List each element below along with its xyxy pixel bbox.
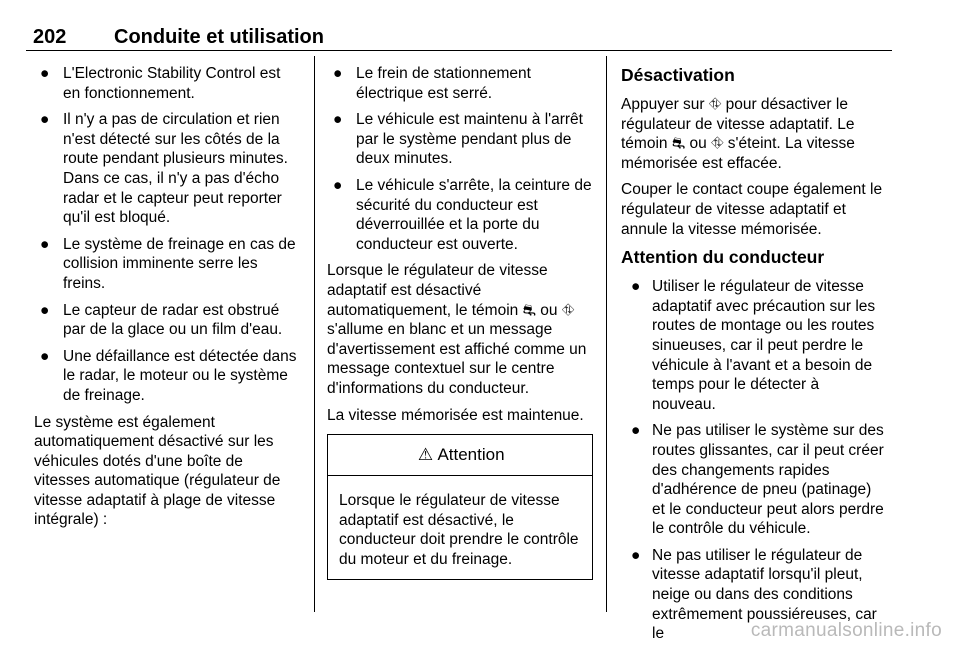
page-title: Conduite et utilisation	[114, 26, 324, 48]
paragraph: Couper le contact coupe également le régulateur de vitesse adaptatif et annule la vitesse mémorisée.	[621, 181, 883, 238]
list-item: ● Le véhicule est maintenu à l'arrêt par le système pendant plus de deux minutes.	[333, 111, 583, 168]
paragraph: Appuyer sur ⛗ pour désactiver le régulateur de vitesse adaptatif. Le témoin ⛐ ou ⛗ s'éteint. La vitesse mémorisée est effacée.	[621, 96, 855, 172]
column-divider-1	[314, 56, 315, 612]
list-item: ● Le frein de stationnement électrique est serré.	[333, 65, 531, 102]
bullet-list-1	[34, 64, 302, 406]
paragraph: Lorsque le régulateur de vitesse adaptatif est désactivé automatiquement, le témoin ⛐ ou ⛗ s'allume en blanc et un message d'avertissement est affiché comme un message contextuel sur le centre d'informations du conducteur.	[327, 262, 587, 397]
warning-header	[328, 435, 592, 476]
header-rule	[26, 50, 892, 51]
adaptive-cruise-icon: ⛗	[708, 96, 722, 113]
warning-title: Attention	[437, 445, 505, 465]
warning-text: Lorsque le régulateur de vitesse adaptatif est désactivé, le conducteur doit prendre le contrôle du moteur et du freinage.	[339, 492, 579, 568]
column-1	[34, 64, 302, 537]
list-item: ● Le capteur de radar est obstrué par de la glace ou un film d'eau.	[40, 301, 283, 339]
section-heading: Attention du conducteur	[621, 247, 825, 268]
bullet-icon: ●	[631, 422, 641, 440]
column-2	[327, 64, 593, 580]
column-3	[621, 64, 887, 651]
paragraph: Le système est également automatiquement désactivé sur les véhicules dotés d'une boîte de vitesses automatique (régulateur de vitesse adaptatif à plage de vitesse intégrale) :	[34, 413, 281, 529]
page-header	[26, 20, 892, 52]
cruise-control-icon: ⛐	[671, 135, 686, 153]
warning-box	[327, 434, 593, 580]
list-item: ● Utiliser le régulateur de vitesse adaptatif avec précaution sur les routes de montage ou les routes sinueuses, car il peut perdre le véhicule à l'avant et a besoin de temps pour le détecter à nouveau.	[631, 278, 876, 413]
bullet-icon: ●	[333, 111, 343, 129]
bullet-icon: ●	[40, 235, 50, 253]
bullet-icon: ●	[631, 278, 641, 296]
page-number: 202	[33, 26, 67, 48]
adaptive-cruise-icon: ⛗	[711, 135, 724, 153]
bullet-icon: ●	[40, 111, 50, 129]
list-item: ● Ne pas utiliser le régulateur de vitesse adaptatif lorsqu'il pleut, neige ou dans des conditions extrêmement poussiéreuses, car le	[631, 546, 877, 643]
warning-icon: ⚠	[417, 445, 434, 465]
bullet-icon: ●	[333, 65, 343, 82]
bullet-icon: ●	[40, 65, 50, 82]
bullet-icon: ●	[631, 546, 641, 564]
column-divider-2	[606, 56, 607, 612]
list-item: ● Ne pas utiliser le système sur des routes glissantes, car il peut créer des changements rapides d'adhérence de pneu (patinage) et le conducteur peut alors perdre le contrôle du véhicule.	[631, 422, 884, 538]
list-item: ● Une défaillance est détectée dans le radar, le moteur ou le système de freinage.	[40, 347, 297, 404]
list-item: ● Il n'y a pas de circulation et rien n'est détecté sur les côtés de la route pendant plusieurs minutes. Dans ce cas, il n'y a pas d'écho radar et le capteur peut reporter qu'il est bloqué.	[40, 111, 288, 227]
bullet-icon: ●	[40, 301, 50, 319]
bullet-icon: ●	[40, 347, 50, 365]
adaptive-cruise-icon: ⛗	[561, 301, 575, 319]
bullet-icon: ●	[333, 176, 343, 194]
cruise-control-icon: ⛐	[522, 301, 536, 319]
list-item: ● Le système de freinage en cas de collision imminente serre les freins.	[40, 235, 296, 292]
section-heading: Désactivation	[621, 65, 735, 85]
watermark: carmanualsonline.info	[750, 620, 942, 641]
list-item: ● Le véhicule s'arrête, la ceinture de sécurité du conducteur est déverrouillée et la porte du conducteur est ouverte.	[333, 176, 592, 253]
paragraph: La vitesse mémorisée est maintenue.	[327, 406, 584, 424]
bullet-list-3	[621, 277, 887, 644]
list-item: ● L'Electronic Stability Control est en fonctionnement.	[40, 65, 281, 102]
bullet-list-2	[327, 64, 593, 254]
